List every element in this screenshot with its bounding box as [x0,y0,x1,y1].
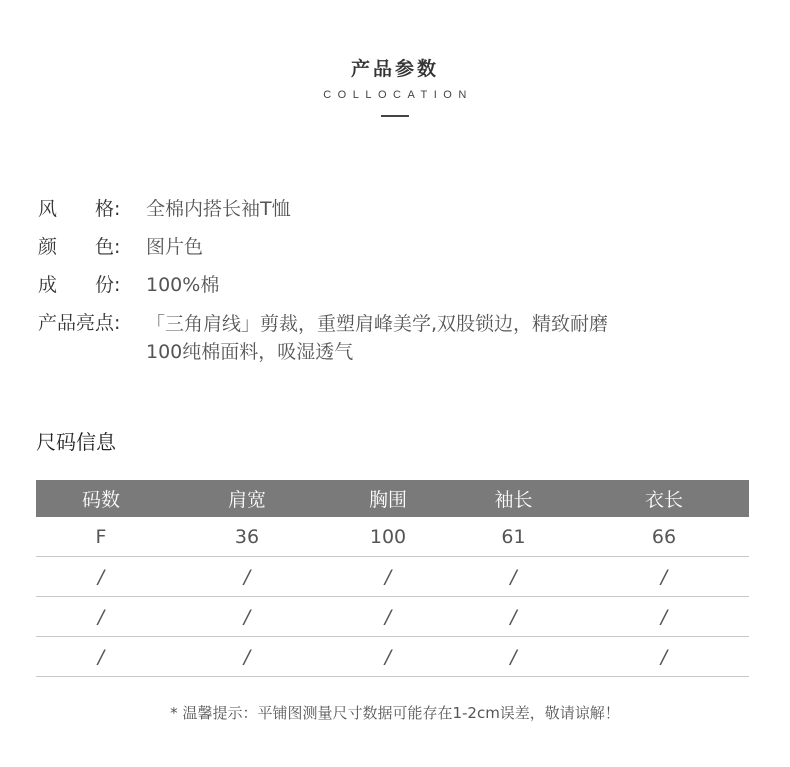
param-label-char: 色: [95,236,121,258]
column-header: 胸围 [328,480,448,517]
table-cell: / [328,597,448,637]
table-header-row [36,480,749,517]
product-params [38,196,758,378]
param-row-style [38,196,758,222]
size-table [36,480,749,677]
table-cell: 100 [328,517,448,557]
table-cell: / [448,557,579,597]
table-row [36,557,749,597]
table-row [36,597,749,637]
param-row-highlight [38,310,758,366]
table-cell: / [166,557,328,597]
table-cell: / [166,637,328,677]
column-header: 码数 [36,480,166,517]
param-value: 图片色 [146,236,204,258]
page-title: 产品参数 [350,58,439,80]
table-row [36,517,749,557]
table-cell: / [579,597,749,637]
title-divider [381,115,409,117]
table-cell: / [448,637,579,677]
table-cell: 61 [448,517,579,557]
param-label-char: 颜 [38,236,58,258]
param-label: 产品亮点: [38,312,121,334]
page-subtitle: COLLOCATION [323,89,473,101]
param-row-material [38,272,758,298]
param-row-color [38,234,758,260]
column-header: 袖长 [448,480,579,517]
table-cell: 36 [166,517,328,557]
table-cell: / [328,637,448,677]
table-cell: 66 [579,517,749,557]
table-cell: / [448,597,579,637]
param-value [146,310,706,366]
table-cell: / [166,597,328,637]
section-header [0,56,790,117]
highlight-line: 100纯棉面料，吸湿透气 [146,341,354,363]
table-cell: F [36,517,166,557]
measurement-note: * 温馨提示：平铺图测量尺寸数据可能存在1-2cm误差，敬请谅解！ [170,704,620,722]
column-header: 衣长 [579,480,749,517]
highlight-line: 「三角肩线」剪裁，重塑肩峰美学,双股锁边，精致耐磨 [146,313,609,335]
table-cell: / [579,637,749,677]
param-label-char: 成 [38,274,58,296]
param-label-char: 份: [95,274,121,296]
table-cell: / [36,637,166,677]
param-label [38,272,146,298]
param-value: 100%棉 [146,274,220,296]
table-cell: / [36,597,166,637]
param-label-char: 风 [38,198,58,220]
param-label [38,196,146,222]
table-cell: / [36,557,166,597]
param-value: 全棉内搭长袖T恤 [146,198,291,220]
param-label-char: 格: [95,198,121,220]
table-row [36,637,749,677]
column-header: 肩宽 [166,480,328,517]
size-info-heading: 尺码信息 [36,430,116,454]
param-label [38,234,146,260]
table-cell: / [328,557,448,597]
table-cell: / [579,557,749,597]
